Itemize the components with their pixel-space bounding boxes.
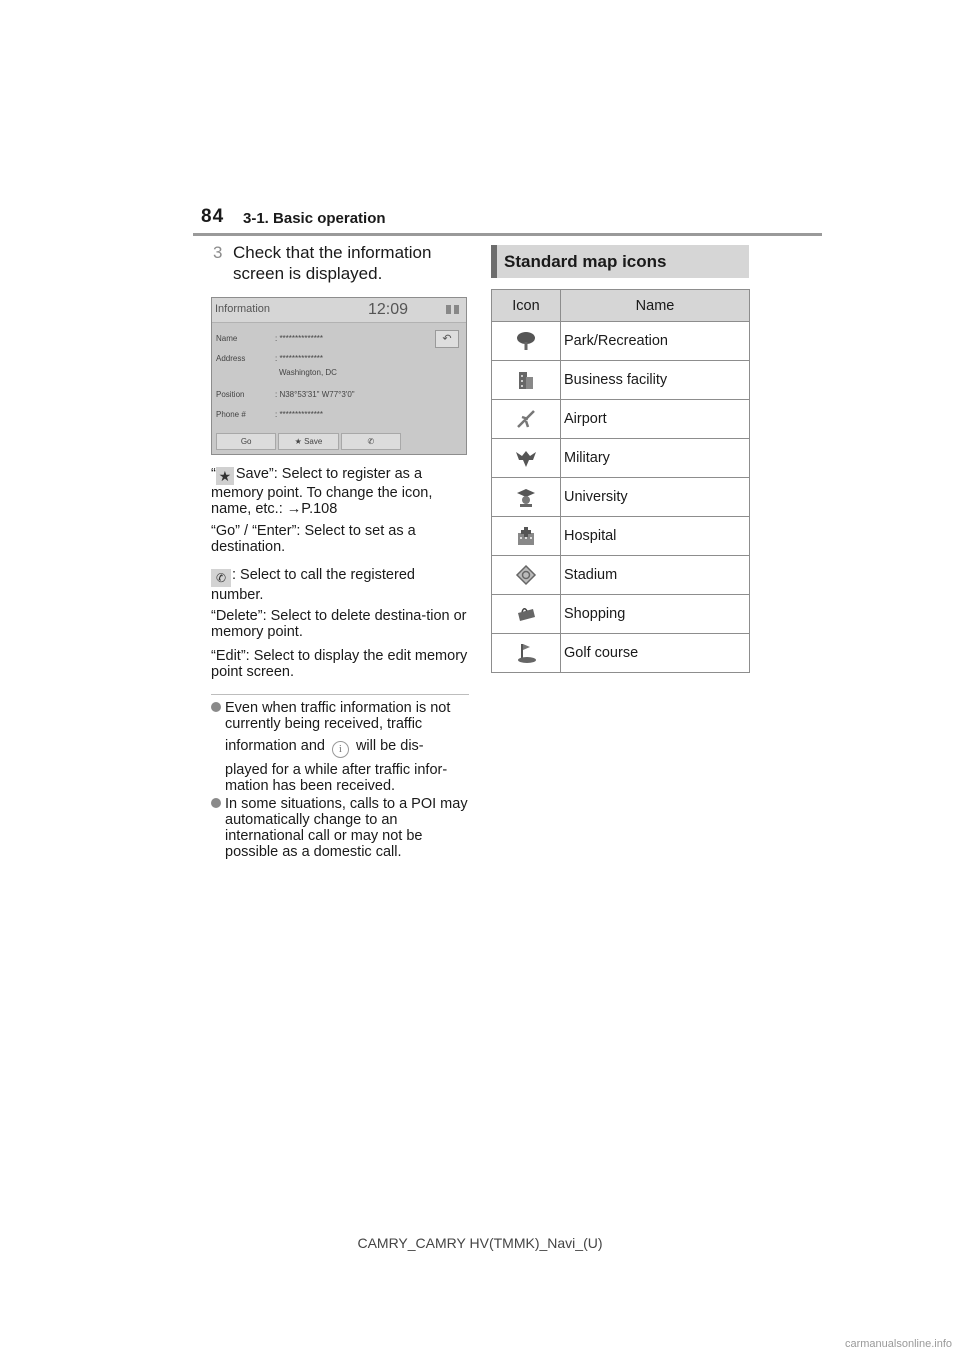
- star-icon: ★: [216, 467, 234, 485]
- bullet-icon: [211, 798, 221, 808]
- table-row: Hospital: [492, 517, 750, 556]
- table-row: Airport: [492, 400, 750, 439]
- golf-icon: [515, 642, 537, 664]
- screen-buttons: [216, 433, 401, 450]
- header-rule: [193, 233, 822, 236]
- para-delete: “Delete”: Select to delete destina-tion or memory point.: [211, 608, 467, 640]
- row-phone: Phone # : **************: [216, 410, 324, 419]
- note-poi: In some situations, calls to a POI may automatically change to an international call or may not be possible as a domestic call.: [211, 796, 471, 866]
- go-button[interactable]: Go: [216, 433, 276, 450]
- step-text: Check that the information screen is displayed.: [233, 243, 432, 283]
- row-name: Name : **************: [216, 334, 268, 343]
- step-number: 3: [213, 243, 223, 262]
- table-row: Golf course: [492, 634, 750, 673]
- table-row: Military: [492, 439, 750, 478]
- table-row: University: [492, 478, 750, 517]
- col-name: Name: [561, 290, 750, 322]
- para-call: ✆ : Select to call the registered number.: [211, 567, 415, 603]
- map-icons-heading: Standard map icons: [491, 245, 749, 278]
- map-icons-table: [491, 289, 750, 673]
- stadium-icon: [515, 564, 537, 586]
- page-ref[interactable]: P.108: [301, 501, 338, 517]
- row-address: Address : **************: [216, 354, 324, 363]
- address-line2: Washington, DC: [279, 368, 337, 377]
- note-traffic: Even when traffic information is not currently being received, traffic information and i will be dis- played for a while after traffic infor-mation has been received.: [211, 700, 471, 792]
- shopping-icon: [515, 603, 537, 625]
- para-edit: “Edit”: Select to display the edit memory point screen.: [211, 648, 468, 680]
- airport-icon: [515, 408, 537, 430]
- table-row: Shopping: [492, 595, 750, 634]
- phone-icon: ✆: [211, 569, 231, 587]
- bullet-icon: [211, 702, 221, 712]
- info-icon: i: [332, 741, 349, 758]
- table-row: Park/Recreation: [492, 322, 750, 361]
- university-icon: [515, 486, 537, 508]
- footer-model: CAMRY_CAMRY HV(TMMK)_Navi_(U): [357, 1235, 603, 1251]
- para-go: “Go” / “Enter”: Select to set as a destination.: [211, 523, 416, 555]
- status-icons: [446, 305, 460, 314]
- call-button[interactable]: ✆: [341, 433, 401, 450]
- park-icon: [515, 330, 537, 352]
- section-title: 3-1. Basic operation: [243, 210, 386, 227]
- watermark: carmanualsonline.info: [844, 1338, 952, 1350]
- col-icon: Icon: [492, 290, 561, 322]
- notes-divider: [211, 694, 469, 695]
- back-button[interactable]: ↶: [435, 330, 459, 348]
- screen-title: Information: [215, 303, 271, 315]
- table-row: Stadium: [492, 556, 750, 595]
- arrow-icon: →: [286, 501, 302, 517]
- business-icon: [515, 369, 537, 391]
- hospital-icon: [515, 525, 537, 547]
- information-screen: [211, 297, 467, 455]
- row-position: Position : N38°53'31" W77°3'0": [216, 390, 355, 399]
- screen-header: [212, 298, 466, 323]
- save-button[interactable]: ★ Save: [278, 433, 338, 450]
- page-number: 84: [201, 206, 225, 227]
- para-save: “ ★ Save”: Select to register as a memory point. To change the icon, name, etc.: →P.108: [211, 466, 433, 517]
- screen-clock: 12:09: [368, 301, 409, 318]
- military-icon: [515, 447, 537, 469]
- table-row: Business facility: [492, 361, 750, 400]
